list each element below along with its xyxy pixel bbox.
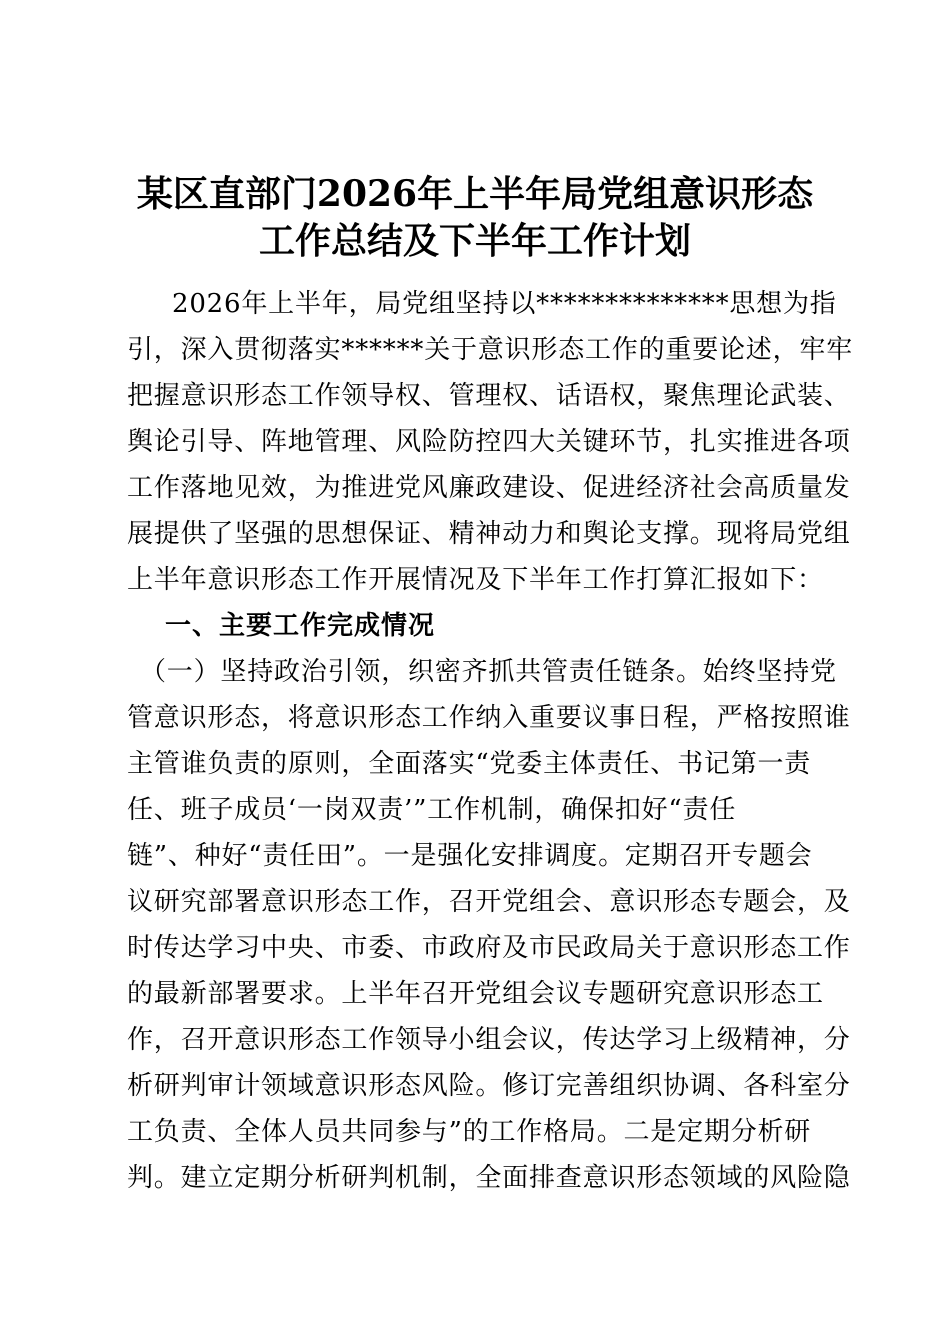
- body-line: 主管谁负责的原则，全面落实“党委主体责任、书记第一责: [127, 749, 812, 779]
- body-line: 工负责、全体人员共同参与”的工作格局。二是定期分析研: [127, 1117, 812, 1147]
- body-line: 把握意识形态工作领导权、管理权、话语权，聚焦理论武装、: [127, 381, 851, 411]
- body-line: 作，召开意识形态工作领导小组会议，传达学习上级精神，分: [127, 1025, 851, 1055]
- body-line: 议研究部署意识形态工作，召开党组会、意识形态专题会，及: [127, 887, 851, 917]
- body-line: 舆论引导、阵地管理、风险防控四大关键环节，扎实推进各项: [127, 427, 851, 457]
- subsection-heading-line: （一）坚持政治引领，织密齐抓共管责任链条。始终坚持党: [140, 657, 837, 687]
- body-line: 判。建立定期分析研判机制，全面排查意识形态领域的风险隐: [127, 1163, 851, 1193]
- body-line: 链”、种好“责任田”。一是强化安排调度。定期召开专题会: [127, 841, 813, 871]
- body-line: 引，深入贯彻落实******关于意识形态工作的重要论述，牢牢: [127, 335, 854, 365]
- body-line: 管意识形态，将意识形态工作纳入重要议事日程，严格按照谁: [127, 703, 851, 733]
- body-line: 上半年意识形态工作开展情况及下半年工作打算汇报如下：: [127, 565, 824, 595]
- document-title-line-1: 某区直部门2026年上半年局党组意识形态: [136, 173, 814, 215]
- body-line: 时传达学习中央、市委、市政府及市民政局关于意识形态工作: [127, 933, 851, 963]
- body-line: 析研判审计领域意识形态风险。修订完善组织协调、各科室分: [127, 1071, 851, 1101]
- body-line: 展提供了坚强的思想保证、精神动力和舆论支撑。现将局党组: [127, 519, 851, 549]
- body-line: 任、班子成员‘一岗双责’”工作机制，确保扣好“责任: [127, 795, 737, 825]
- body-line: 工作落地见效，为推进党风廉政建设、促进经济社会高质量发: [127, 473, 851, 503]
- body-line: 2026年上半年，局党组坚持以**************思想为指: [172, 289, 837, 319]
- body-line: 的最新部署要求。上半年召开党组会议专题研究意识形态工: [127, 979, 824, 1009]
- section-heading: 一、主要工作完成情况: [165, 611, 436, 641]
- document-title-line-2: 工作总结及下半年工作计划: [258, 220, 691, 262]
